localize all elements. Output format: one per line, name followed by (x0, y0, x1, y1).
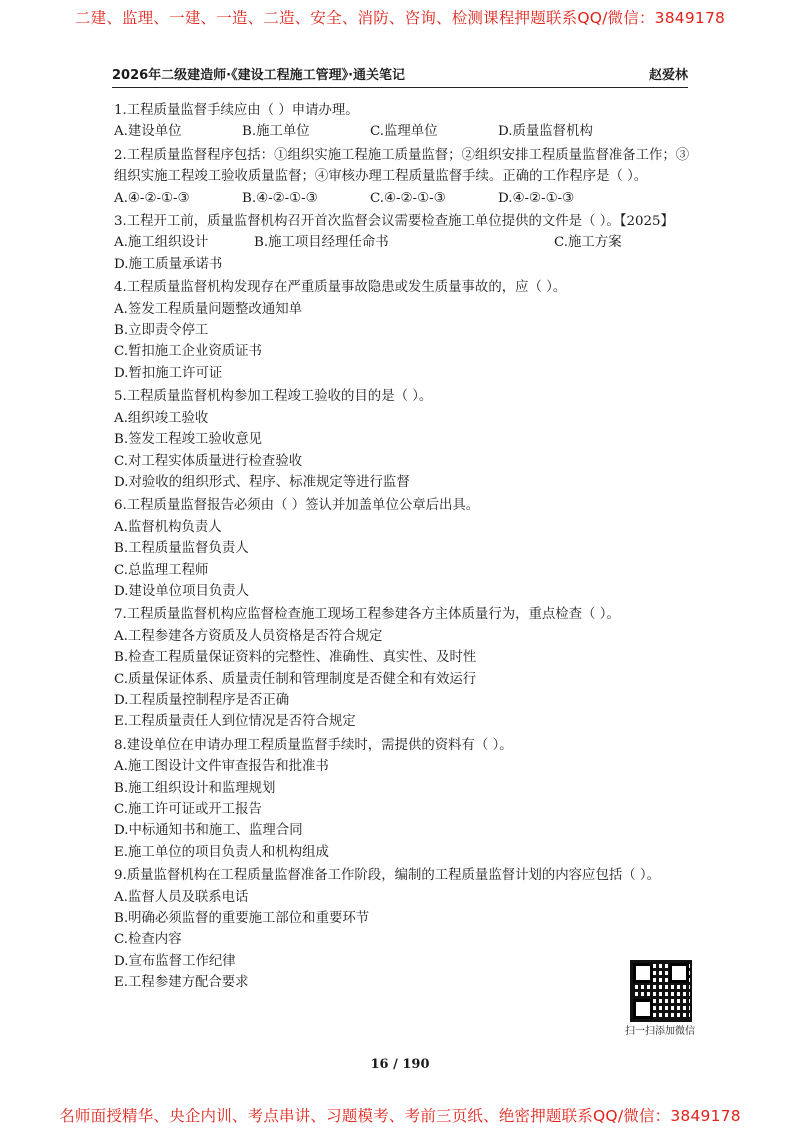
option-a: A.监督人员及联系电话 (114, 889, 249, 905)
page-header (112, 64, 688, 83)
option-a: A.签发工程质量问题整改通知单 (114, 301, 303, 317)
question-5 (114, 386, 694, 493)
top-promo-banner: 二建、监理、一建、一造、二造、安全、消防、咨询、检测课程押题联系QQ/微信：3849178 (74, 9, 726, 27)
question-8 (114, 735, 694, 863)
option-d: D.对验收的组织形式、程序、标准规定等进行监督 (114, 474, 410, 490)
option-b: B.明确必须监督的重要施工部位和重要环节 (114, 911, 370, 927)
question-text: 9.质量监督机构在工程质量监督准备工作阶段，编制的工程质量监督计划的内容应包括（ ）。 (114, 868, 660, 884)
option-c: C.④-②-①-③ (370, 190, 446, 206)
option-a: A.施工组织设计 (114, 235, 209, 251)
option-e: E.工程参建方配合要求 (114, 975, 249, 991)
option-d: D.施工质量承诺书 (114, 256, 223, 272)
option-d: D.建设单位项目负责人 (114, 583, 250, 599)
question-text: 2.工程质量监督程序包括：①组织实施工程施工质量监督；②组织安排工程质量监督准备工作；③组织实施工程竣工验收质量监督；④审核办理工程质量监督手续。正确的工作程序是（ ）。 (114, 147, 690, 185)
question-6 (114, 495, 694, 602)
option-d: D.中标通知书和施工、监理合同 (114, 823, 303, 839)
question-text: 5.工程质量监督机构参加工程竣工验收的目的是（ ）。 (114, 389, 433, 405)
option-c: C.检查内容 (114, 932, 182, 948)
question-4 (114, 277, 694, 384)
option-a: A.建设单位 (114, 124, 182, 140)
option-c: C.质量保证体系、质量责任制和管理制度是否健全和有效运行 (114, 671, 477, 687)
question-text: 7.工程质量监督机构应监督检查施工现场工程参建各方主体质量行为，重点检查（ ）。 (114, 607, 620, 623)
qr-finder-icon (633, 963, 653, 983)
bottom-promo-banner: 名师面授精华、央企内训、考点串讲、习题模考、考前三页纸、绝密押题联系QQ/微信：3849178 (59, 1107, 741, 1125)
option-b: B.检查工程质量保证资料的完整性、准确性、真实性、及时性 (114, 650, 477, 666)
option-c: C.施工方案 (554, 235, 622, 251)
question-text: 4.工程质量监督机构发现存在严重质量事故隐患或发生质量事故的，应（ ）。 (114, 280, 567, 296)
header-divider (112, 87, 688, 88)
option-a: A.组织竣工验收 (114, 410, 209, 426)
option-c: C.暂扣施工企业资质证书 (114, 344, 262, 360)
option-d: D.工程质量控制程序是否正确 (114, 692, 290, 708)
option-b: B.施工项目经理任命书 (254, 235, 389, 251)
option-e: E.工程质量责任人到位情况是否符合规定 (114, 714, 356, 730)
page-number: 16 / 190 (370, 1057, 430, 1072)
option-b: B.立即责令停工 (114, 323, 209, 339)
option-c: C.监理单位 (370, 124, 438, 140)
question-3 (114, 211, 694, 275)
option-c: C.施工许可证或开工报告 (114, 802, 262, 817)
option-b: B.签发工程竣工验收意见 (114, 432, 263, 448)
header-author: 赵爱林 (648, 68, 688, 83)
question-list (114, 98, 694, 994)
qr-finder-icon (633, 999, 653, 1019)
option-a: A.工程参建各方资质及人员资格是否符合规定 (114, 628, 383, 644)
option-b: B.④-②-①-③ (242, 190, 318, 206)
question-text: 8.建设单位在申请办理工程质量监督手续时，需提供的资料有（ ）。 (114, 737, 513, 753)
option-c: C.对工程实体质量进行检查验收 (114, 453, 303, 469)
qr-caption: 扫一扫添加微信 (625, 1026, 695, 1037)
question-text: 6.工程质量监督报告必须由（ ）签认并加盖单位公章后出具。 (114, 498, 480, 514)
wechat-qr-code-icon (630, 960, 692, 1022)
option-b: B.施工组织设计和监理规划 (114, 780, 276, 796)
option-d: D.暂扣施工许可证 (114, 365, 223, 381)
option-a: A.监督机构负责人 (114, 519, 222, 535)
option-b: B.施工单位 (242, 124, 310, 140)
option-d: D.宣布监督工作纪律 (114, 953, 236, 969)
question-text: 3.工程开工前，质量监督机构召开首次监督会议需要检查施工单位提供的文件是（ ）。【2025】 (114, 214, 674, 230)
option-d: D.④-②-①-③ (498, 190, 575, 206)
option-a: A.④-②-①-③ (114, 190, 190, 206)
question-9 (114, 865, 694, 993)
question-1 (114, 100, 694, 143)
question-2 (114, 145, 694, 209)
question-text: 1.工程质量监督手续应由（ ）申请办理。 (114, 103, 359, 118)
option-c: C.总监理工程师 (114, 562, 209, 578)
qr-finder-icon (669, 963, 689, 983)
question-7 (114, 604, 694, 732)
option-d: D.质量监督机构 (498, 124, 593, 140)
option-a: A.施工图设计文件审查报告和批准书 (114, 759, 329, 775)
option-b: B.工程质量监督负责人 (114, 541, 249, 557)
option-e: E.施工单位的项目负责人和机构组成 (114, 844, 329, 860)
header-title: 2026年二级建造师·《建设工程施工管理》·通关笔记 (112, 68, 406, 83)
